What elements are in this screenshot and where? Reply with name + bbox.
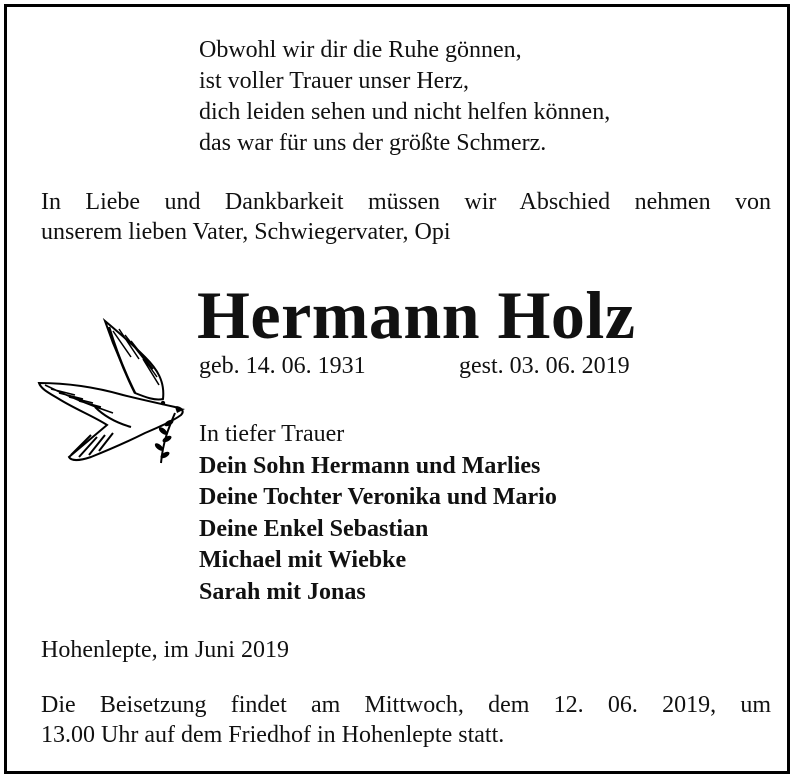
poem-line: dich leiden sehen und nicht helfen können,: [199, 99, 611, 125]
intro-line: In Liebe und Dankbarkeit müssen wir Abschied nehmen von: [41, 189, 771, 215]
poem: [199, 35, 610, 159]
funeral-line: 13.00 Uhr auf dem Friedhof in Hohenlepte statt.: [41, 722, 505, 748]
mourners-heading: In tiefer Trauer: [199, 421, 345, 447]
poem-line: ist voller Trauer unser Herz,: [199, 68, 469, 94]
intro-line: unserem lieben Vater, Schwiegervater, Opi: [41, 219, 451, 245]
dove-with-olive-branch-icon: [35, 317, 201, 467]
place-and-date: Hohenlepte, im Juni 2019: [41, 637, 289, 663]
mourner-entry: Michael mit Wiebke: [199, 547, 407, 573]
poem-line: Obwohl wir dir die Ruhe gönnen,: [199, 37, 522, 63]
deceased-name: Hermann Holz: [197, 277, 636, 353]
mourner-entry: Deine Enkel Sebastian: [199, 515, 429, 542]
funeral-line: Die Beisetzung findet am Mittwoch, dem 12. 06. 2019, um: [41, 692, 771, 718]
mourner-entry: Sarah mit Jonas: [199, 578, 366, 605]
obituary-notice: [4, 4, 790, 774]
life-dates: [199, 351, 630, 381]
poem-line: das war für uns der größte Schmerz.: [199, 130, 547, 156]
mourners-list: [199, 419, 557, 608]
mourner-entry: Dein Sohn Hermann und Marlies: [199, 452, 541, 479]
funeral-notice: [41, 690, 771, 750]
mourner-entry: Deine Tochter Veronika und Mario: [199, 484, 557, 510]
birth-date: geb. 14. 06. 1931: [199, 353, 366, 379]
death-date: gest. 03. 06. 2019: [459, 353, 630, 379]
intro-text: [41, 187, 771, 247]
